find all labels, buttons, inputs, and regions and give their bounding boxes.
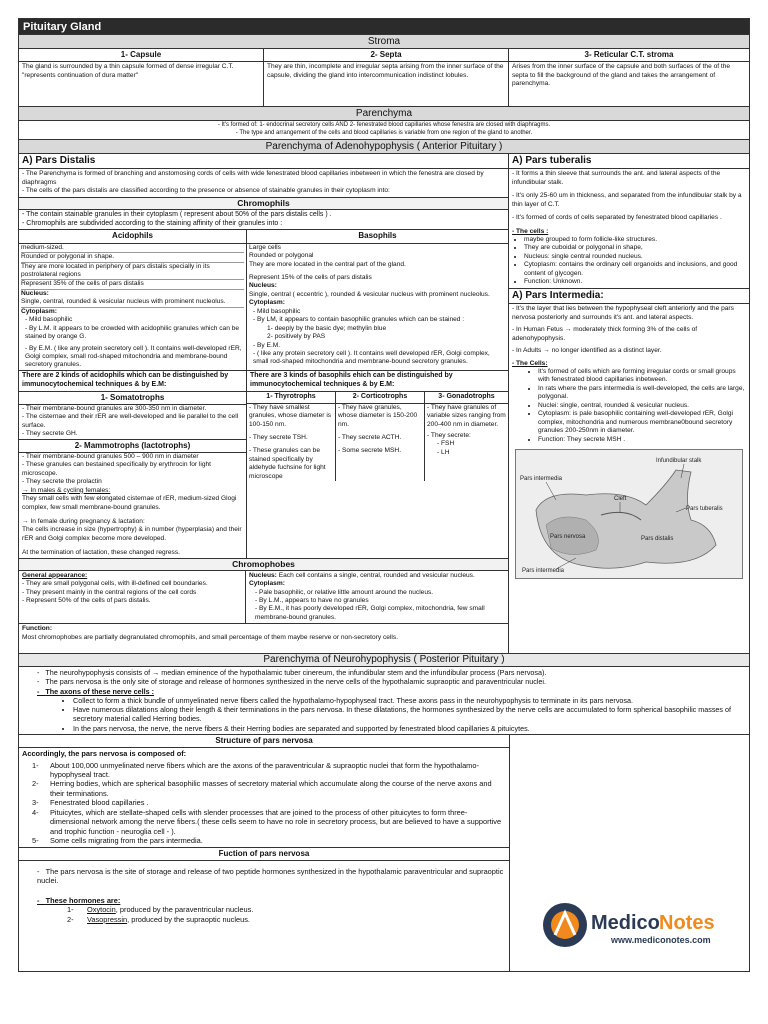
acido-cyto-item: - By E.M. ( like any protein secretory cell ). It contains well-developed rER, Golgi complex, small rod-shaped mitochondria and membrane-bound secretory granules. xyxy=(25,344,242,369)
stroma-reticular xyxy=(509,49,749,106)
tuberalis-item: - It's formed of cords of cells separated by fenestrated blood capillaries . xyxy=(512,214,722,222)
baso-cytoplasm-label: Cytoplasm: xyxy=(249,299,285,307)
logo-brand-1: Medico xyxy=(591,911,660,934)
logo-area xyxy=(510,735,749,971)
mammo-female-label: → In female during pregnancy & lactation: xyxy=(22,518,145,526)
pars-intermedia-title: A) Pars Intermedia: xyxy=(509,288,749,305)
stroma-capsule xyxy=(19,49,264,106)
mammo-males-label: → In males & cycling females: xyxy=(22,486,111,494)
acido-feature: medium-sized. xyxy=(21,244,244,253)
intermedia-item: - In Human Fetus → moderately thick forming 3% of the cells of adenohypophysis. xyxy=(512,326,698,342)
intermedia-item: - In Adults → no longer identified as a distinct layer. xyxy=(512,347,662,355)
somato-item: - Their membrane-bound granules are 300-350 nm in diameter. xyxy=(22,404,207,412)
acido-feature: They are more located in periphery of pars distalis specially in its postrolateral regions xyxy=(21,263,244,281)
somato-item: - They secrete GH. xyxy=(22,430,78,438)
right-column xyxy=(509,154,749,654)
structure-item: 4- Pituicytes, which are stellate-shaped cells with slender processes that are joined to the process of other pituicytes to form three-dimensional network among the nerve fibers.( these cells seem to have no role in secretory process, but are believed to have a supportive and trophic function - neuroglia cell - ). xyxy=(32,807,502,836)
intermedia-cell-item: • In rats where the pars intermedia is well-developed, the cells are large, polygonal. xyxy=(538,385,746,402)
pars-distalis xyxy=(19,154,509,654)
adeno-body xyxy=(19,154,749,654)
stroma-col-head: 3- Reticular C.T. stroma xyxy=(509,49,749,62)
acido-feature: Rounded or polygonal in shape. xyxy=(21,253,244,262)
tuberalis-cell-item: • maybe grouped to form follicle-like structures. xyxy=(524,236,746,244)
adeno-heading: Parenchyma of Adenohypophysis ( Anterior Pituitary ) xyxy=(19,139,749,154)
gonado-item: - LH xyxy=(437,448,450,456)
phobes-nucleus-label: Nucleus: xyxy=(249,571,277,579)
acido-cyto-item: - Mild basophilic xyxy=(25,316,73,324)
mammotrophs-heading: 2- Mammotrophs (lactotrophs) xyxy=(19,439,246,453)
mammo-item: - Their membrane-bound granules 500 – 900 nm in diameter xyxy=(22,452,199,460)
figure-label: Pars nervosa xyxy=(550,533,586,540)
baso-cyto-item: 1- deeply by the basic dye; methylin blue xyxy=(267,324,387,332)
basophils-heading: Basophils xyxy=(247,230,508,243)
baso-cyto-item: 2- positively by PAS xyxy=(267,333,326,341)
mediconotes-logo xyxy=(539,895,735,957)
acido-kinds: There are 2 kinds of acidophils which can be distinguished by immunocytochemical techniques & by E.M: xyxy=(22,371,229,388)
gonado-item: - They secrete: xyxy=(427,432,471,439)
phobes-gen-item: - Represent 50% of the cells of pars distalis. xyxy=(22,596,151,604)
corticotrophs-col xyxy=(336,392,425,481)
acido-subtypes xyxy=(19,371,247,558)
cortico-item: - They have granules, whose diameter is 150-200 nm. xyxy=(338,403,418,428)
phobes-gen-item: - They are small polygonal cells, with ill-defined cell boundaries. xyxy=(22,580,208,588)
stroma-table xyxy=(19,49,749,106)
neuro-heading: Parenchyma of Neurohypophysis ( Posterior Pituitary ) xyxy=(19,653,749,667)
phobes-cyto-item: - Pale basophilic, or relative little amount around the nucleus. xyxy=(255,588,434,596)
baso-nucleus-label: Nucleus: xyxy=(249,282,277,290)
mammo-item: - These granules can bestained specifically by erythrocin for light microscope. xyxy=(22,461,212,477)
logo-brand-2: Notes xyxy=(659,911,715,934)
function-label: Function: xyxy=(22,625,53,633)
chromophobes-detail xyxy=(246,571,508,624)
tuberalis-item: - It forms a thin sleeve that surrounds the ant. and lateral aspects of the infundibular stalk. xyxy=(512,170,721,186)
pituitary-diagram xyxy=(516,450,742,576)
chromophobes-heading: Chromophobes xyxy=(19,558,508,571)
figure-label: Infundibular stalk xyxy=(656,457,702,464)
gonadotrophs-heading: 3- Gonadotrophs xyxy=(425,392,508,404)
chromophils-heading: Chromophils xyxy=(19,197,508,210)
stroma-col-text: Arises from the inner surface of the capsule and both surfaces of the of the septa to fill the background of the gland and takes the arrangement of parenchyma. xyxy=(512,63,731,88)
chromophobes-general xyxy=(19,571,246,624)
tuberalis-cell-item: • They are cuboidal or polygonal in shape, xyxy=(524,244,746,252)
intermedia-item: - It's the layer that lies between the hypophyseal cleft anteriorly and the pars nervosa posteriorly and surrounds it's ant. and lateral aspects. xyxy=(512,305,734,321)
acido-nucleus-label: Nucleus: xyxy=(21,289,49,297)
parenchyma-heading: Parenchyma xyxy=(19,106,749,121)
baso-cyto-item: - By LM, it appears to contain basophilic granules which can be stained : xyxy=(253,316,465,324)
baso-feature: Rounded or polygonal xyxy=(249,252,314,260)
thyrotrophs-col xyxy=(247,392,336,481)
mammo-female-text: The cells increase in size (hypertrophy) & in number (hyperplasia) and their rER and Golgi complex become more developed. xyxy=(22,526,242,542)
acido-nucleus-text: Single, central, rounded & vesicular nucleus with prominent nucleolus. xyxy=(21,298,244,307)
corticotrophs-heading: 2- Corticotrophs xyxy=(336,392,424,404)
stroma-col-text: The gland is surrounded by a thin capsule formed of dense irregular C.T. "represents continuation of dura matter" xyxy=(22,63,234,79)
stroma-heading: Stroma xyxy=(19,34,749,49)
gonado-item: - FSH xyxy=(437,440,455,448)
structure-heading: Structure of pars nervosa xyxy=(19,735,509,748)
function-heading: Fuction of pars nervosa xyxy=(19,847,509,861)
tuberalis-item: - It's only 25-60 um in thickness, and separated from the infundibular stalk by a thin layer of C.T. xyxy=(512,192,742,208)
somatotrophs-heading: 1- Somatotrophs xyxy=(19,391,246,405)
parenchyma-line: - The type and arrangement of the cells and blood capillaries is variable from one region of the gland to another. xyxy=(235,129,533,136)
subtypes-table xyxy=(19,370,508,558)
baso-nucleus-text: Single, central ( eccentric ), rounded & vesicular nucleus with prominent nucleolus. xyxy=(249,290,490,298)
tuberalis-cell-item: • Nucleus: single central rounded nucleus. xyxy=(524,253,746,261)
cortico-item: - They secrete ACTH. xyxy=(338,434,402,441)
neuro-bottom xyxy=(19,734,749,971)
structure-intro: Accordingly, the pars nervosa is composed of: xyxy=(22,749,187,759)
thyro-item: - They have smallest granules, whose diameter is 100-150 nm. xyxy=(249,403,332,428)
structure-item: 2- Herring bodies, which are spherical basophilic masses of secretory material which accumulate along the course of the nerve axons and their terminations. xyxy=(32,779,492,798)
hormone-item: 1- Oxytocin, produced by the paraventricular nucleus. xyxy=(67,905,254,915)
phobes-cytoplasm-label: Cytoplasm: xyxy=(249,580,285,588)
tuberalis-cell-item: • Function: Unknown. xyxy=(524,278,746,286)
intermedia-cell-item: • Nuclei: single, central, rounded & vesicular nucleus. xyxy=(538,402,746,410)
baso-kinds: There are 3 kinds of basophils ehich can be distinguished by immunocytochemical techniques & by E.M: xyxy=(250,371,453,388)
acidophils-heading: Acidophils xyxy=(19,230,246,243)
neuro-intro xyxy=(19,667,749,734)
intermedia-cell-item: • Cytoplasm: is pale basophilic containing well-developed rER, Golgi complex, mitochondria and numerous membrane0bound secretory granules 200-250nm in diameter. xyxy=(538,410,746,435)
distalis-intro: - The cells of the pars distalis are classified according to the presence or absence of stainable granules in their cytoplasm into: xyxy=(22,187,390,195)
neuro-item: - The pars nervosa is the only site of storage and release of hormones synthesized in the nerve cells of the hypothalamic supraoptic and paraventricular nuclei. xyxy=(37,677,546,687)
intermedia-cells-label: - The Cells: xyxy=(512,359,548,367)
page-title: Pituitary Gland xyxy=(19,19,749,34)
acido-baso-table xyxy=(19,229,508,369)
logo-url: www.mediconotes.com xyxy=(611,934,711,945)
stroma-septa xyxy=(264,49,509,106)
chromophils-text: - Chromophils are subdivided according to the staining affinity of their granules into : xyxy=(22,219,283,227)
structure-item: 5- Some cells migrating from the pars intermedia. xyxy=(32,836,203,846)
tuberalis-cells-label: - The cells : xyxy=(512,227,549,235)
figure-label: Pars intermedia xyxy=(520,475,563,482)
stroma-col-text: They are thin, incomplete and irregular septa arising from the inner surface of the capsule, dividing the gland into intercommunication indistinct lobules. xyxy=(267,63,504,79)
intermedia-cell-item: • Function: They secrete MSH . xyxy=(538,436,746,444)
acido-feature: Represent 35% of the cells of pars distalis xyxy=(21,280,244,289)
baso-cyto-item: - ( like any protein secretory cell ). It contains well developed rER, Golgi complex, small rod-shaped mitochondria and membrane-bound secretory granules. xyxy=(253,349,490,366)
figure-label: Pars intermedia xyxy=(522,567,565,574)
stroma-col-head: 1- Capsule xyxy=(19,49,263,62)
pars-distalis-title: A) Pars Distalis xyxy=(19,154,508,170)
thyro-item: - They secrete TSH. xyxy=(249,434,308,441)
neuro-item: - The axons of these nerve cells : xyxy=(37,686,155,696)
pars-tuberalis-title: A) Pars tuberalis xyxy=(509,154,749,170)
chromophobes-function xyxy=(19,623,508,653)
distalis-intro: - The Parenchyma is formed of branching and anstomosing cords of cells with wide fenestrated blood capillaries inbetween in which the fenestra are closed by diaphragms xyxy=(22,170,484,186)
parenchyma-line: - It's formed of: 1- endocrinal secretory cells AND 2- fenestrated blood capillaries whose fenestra are closed with diaphragms. xyxy=(217,122,551,129)
gonadotrophs-col xyxy=(425,392,508,481)
function-text: Most chromophobes are partially degranulated chromophils, and small percentage of them maybe reserve or non-secretory cells. xyxy=(22,633,399,641)
acido-cytoplasm-label: Cytoplasm: xyxy=(21,307,57,315)
axon-item: • Collect to form a thick bundle of unmyelinated nerve fibers called the hypothalamo-hypophyseal tract. These axons pass in the neurohypophysis to terminate in its pars nervosa. xyxy=(73,696,746,705)
general-label: General appearance: xyxy=(22,571,88,579)
structure-item: 1- About 100,000 unmyelinated nerve fibers which are the axons of the paraventricular & supraoptic nuclei that form the hypothalamo-hypophyseal tract. xyxy=(32,760,479,779)
baso-subtypes xyxy=(247,371,508,558)
hormone-item: 2- Vasopressin, produced by the supraoptic nucleus. xyxy=(67,914,250,924)
hormones-label: - These hormones are: xyxy=(37,895,121,905)
document-page xyxy=(18,18,750,972)
figure-label: Pars distalis xyxy=(641,535,674,542)
baso-feature: They are more located in the central part of the gland. xyxy=(249,260,406,268)
baso-feature: Represent 15% of the cells of pars distalis xyxy=(249,274,372,282)
mammo-item: - They secrete the prolactin xyxy=(22,478,102,486)
neuro-item: - The neurohypophysis consists of → median eminence of the hypothalamic tuber cinereum, the infundibular stem and the infundibular process (Pars nervosa). xyxy=(37,668,547,678)
pituitary-figure xyxy=(515,449,743,579)
mammo-males-text: They small cells with few elongated cisternae of rER, medium-sized Glogi complex, few small membrane-bound granules. xyxy=(22,495,237,511)
chromophobes-table xyxy=(19,571,508,624)
thyrotrophs-heading: 1- Thyrotrophs xyxy=(247,392,335,404)
chromophils-text: - The contain stainable granules in their cytoplasm ( represent about 50% of the pars distalis cells ) . xyxy=(22,210,332,218)
tuberalis-cell-item: • Cytoplasm: contains the ordinary cell organoids and inclusions, and good content of glycogen. xyxy=(524,261,746,278)
phobes-cyto-item: - By L.M., appears to have no granules xyxy=(255,596,369,604)
phobes-gen-item: - They present mainly in the central regions of the cell cords xyxy=(22,588,197,596)
acido-cyto-item: - By L.M. it appears to be crowded with acidophilic granules which can be stained by orange G. xyxy=(25,324,240,341)
phobes-nucleus-text: Each cell contains a single, central, rounded and vesicular nucleus. xyxy=(278,571,475,579)
parenchyma-note xyxy=(19,121,749,138)
gonado-item: - They have granules of variable sizes ranging from 200-400 nm in diameter. xyxy=(427,403,506,428)
somato-item: - The cisternae and their rER are well-developed and lie parallel to the cell surface. xyxy=(22,413,239,429)
axon-item: • Have numerous dilatations along their length & their terminations in the pars nervosa. In these dilatations, the hormones synthesized by the nerve cells are accumulated to form spherical basophilic masses of secretory material called Herring bodies. xyxy=(73,705,746,723)
intermedia-cell-item: • It's formed of cells which are forming irregular cords or small groups with fenestrated blood capillaries inbetween. xyxy=(538,368,746,385)
basophils-col xyxy=(247,230,508,369)
cortico-item: - Some secrete MSH. xyxy=(338,447,402,455)
mammo-end-text: At the termination of lactation, these changed regress. xyxy=(22,549,180,557)
neuro-structure xyxy=(19,735,510,971)
structure-item: 3- Fenestrated blood capillaries . xyxy=(32,798,149,808)
thyro-item: - These granules can be stained specifically by aldehyde fuchsine for light microscope xyxy=(249,447,326,480)
figure-label: Pars tuberalis xyxy=(686,505,723,512)
baso-feature: Large cells xyxy=(249,243,281,251)
function-item: - The pars nervosa is the site of storage and release of two peptide hormones synthesized in the hypothalamic paraventricular and supraoptic nuclei. xyxy=(37,866,504,886)
axon-item: • In the pars nervosa, the nerve, the nerve fibers & their Herring bodies are separated and supported by fenestrated blood capillaries & pituicytes. xyxy=(73,724,746,733)
baso-cyto-item: - By E.M. xyxy=(253,341,281,349)
stroma-col-head: 2- Septa xyxy=(264,49,508,62)
acidophils-col xyxy=(19,230,247,369)
figure-label: Cleft xyxy=(614,495,627,502)
phobes-cyto-item: - By E.M., it has poorly developed rER, Golgi complex, mitochondria, few small membrane-bound granules. xyxy=(255,605,485,621)
baso-cyto-item: - Mild basophilic xyxy=(253,307,301,315)
